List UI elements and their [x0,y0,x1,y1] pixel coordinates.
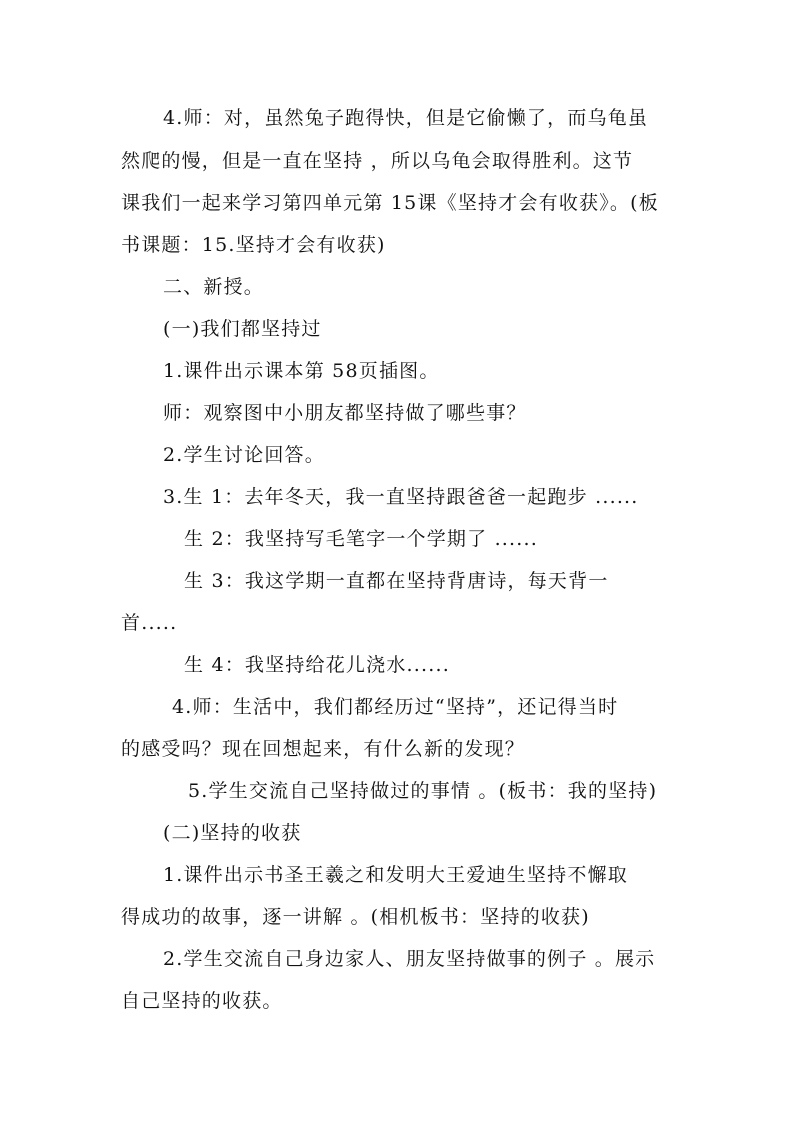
paragraph-line: 2.学生讨论回答。 [163,444,325,466]
paragraph-line: 3.生 1：去年冬天，我一直坚持跟爸爸一起跑步 ...... [163,486,639,508]
paragraph-line: 然爬的慢，但是一直在坚持 ，所以乌龟会取得胜利。这节 [121,150,634,172]
paragraph-line: 课我们一起来学习第四单元第 15课《坚持才会有收获》。(板 [121,192,659,214]
paragraph-line: 5.学生交流自己坚持做过的事情 。(板书：我的坚持) [188,780,658,802]
paragraph-line: 1.课件出示课本第 58页插图。 [163,360,440,382]
paragraph-line: 2.学生交流自己身边家人、朋友坚持做事的例子 。展示 [163,948,656,970]
paragraph-line: 生 3：我这学期一直都在坚持背唐诗，每天背一 [184,570,609,592]
subsection-heading: (二)坚持的收获 [163,822,302,844]
paragraph-line: 1.课件出示书圣王羲之和发明大王爱迪生坚持不懈取 [163,864,628,886]
paragraph-line: 4.师：对，虽然兔子跑得快，但是它偷懒了，而乌龟虽 [163,107,649,129]
paragraph-line: 首..... [121,612,178,634]
paragraph-line: 得成功的故事，逐一讲解 。(相机板书：坚持的收获) [121,906,590,928]
paragraph-line: 的感受吗？现在回想起来，有什么新的发现？ [121,738,526,760]
subsection-heading: (一)我们都坚持过 [163,318,322,340]
paragraph-line: 4.师：生活中，我们都经历过“坚持”，还记得当时 [172,696,619,718]
paragraph-line: 自己坚持的收获。 [121,990,283,1012]
section-heading: 二、新授。 [163,276,265,298]
paragraph-line: 生 4：我坚持给花儿浇水...... [184,654,450,676]
paragraph-line: 师：观察图中小朋友都坚持做了哪些事？ [163,402,527,424]
paragraph-line: 书课题：15.坚持才会有收获) [121,234,386,256]
paragraph-line: 生 2：我坚持写毛笔字一个学期了 ...... [184,528,539,550]
